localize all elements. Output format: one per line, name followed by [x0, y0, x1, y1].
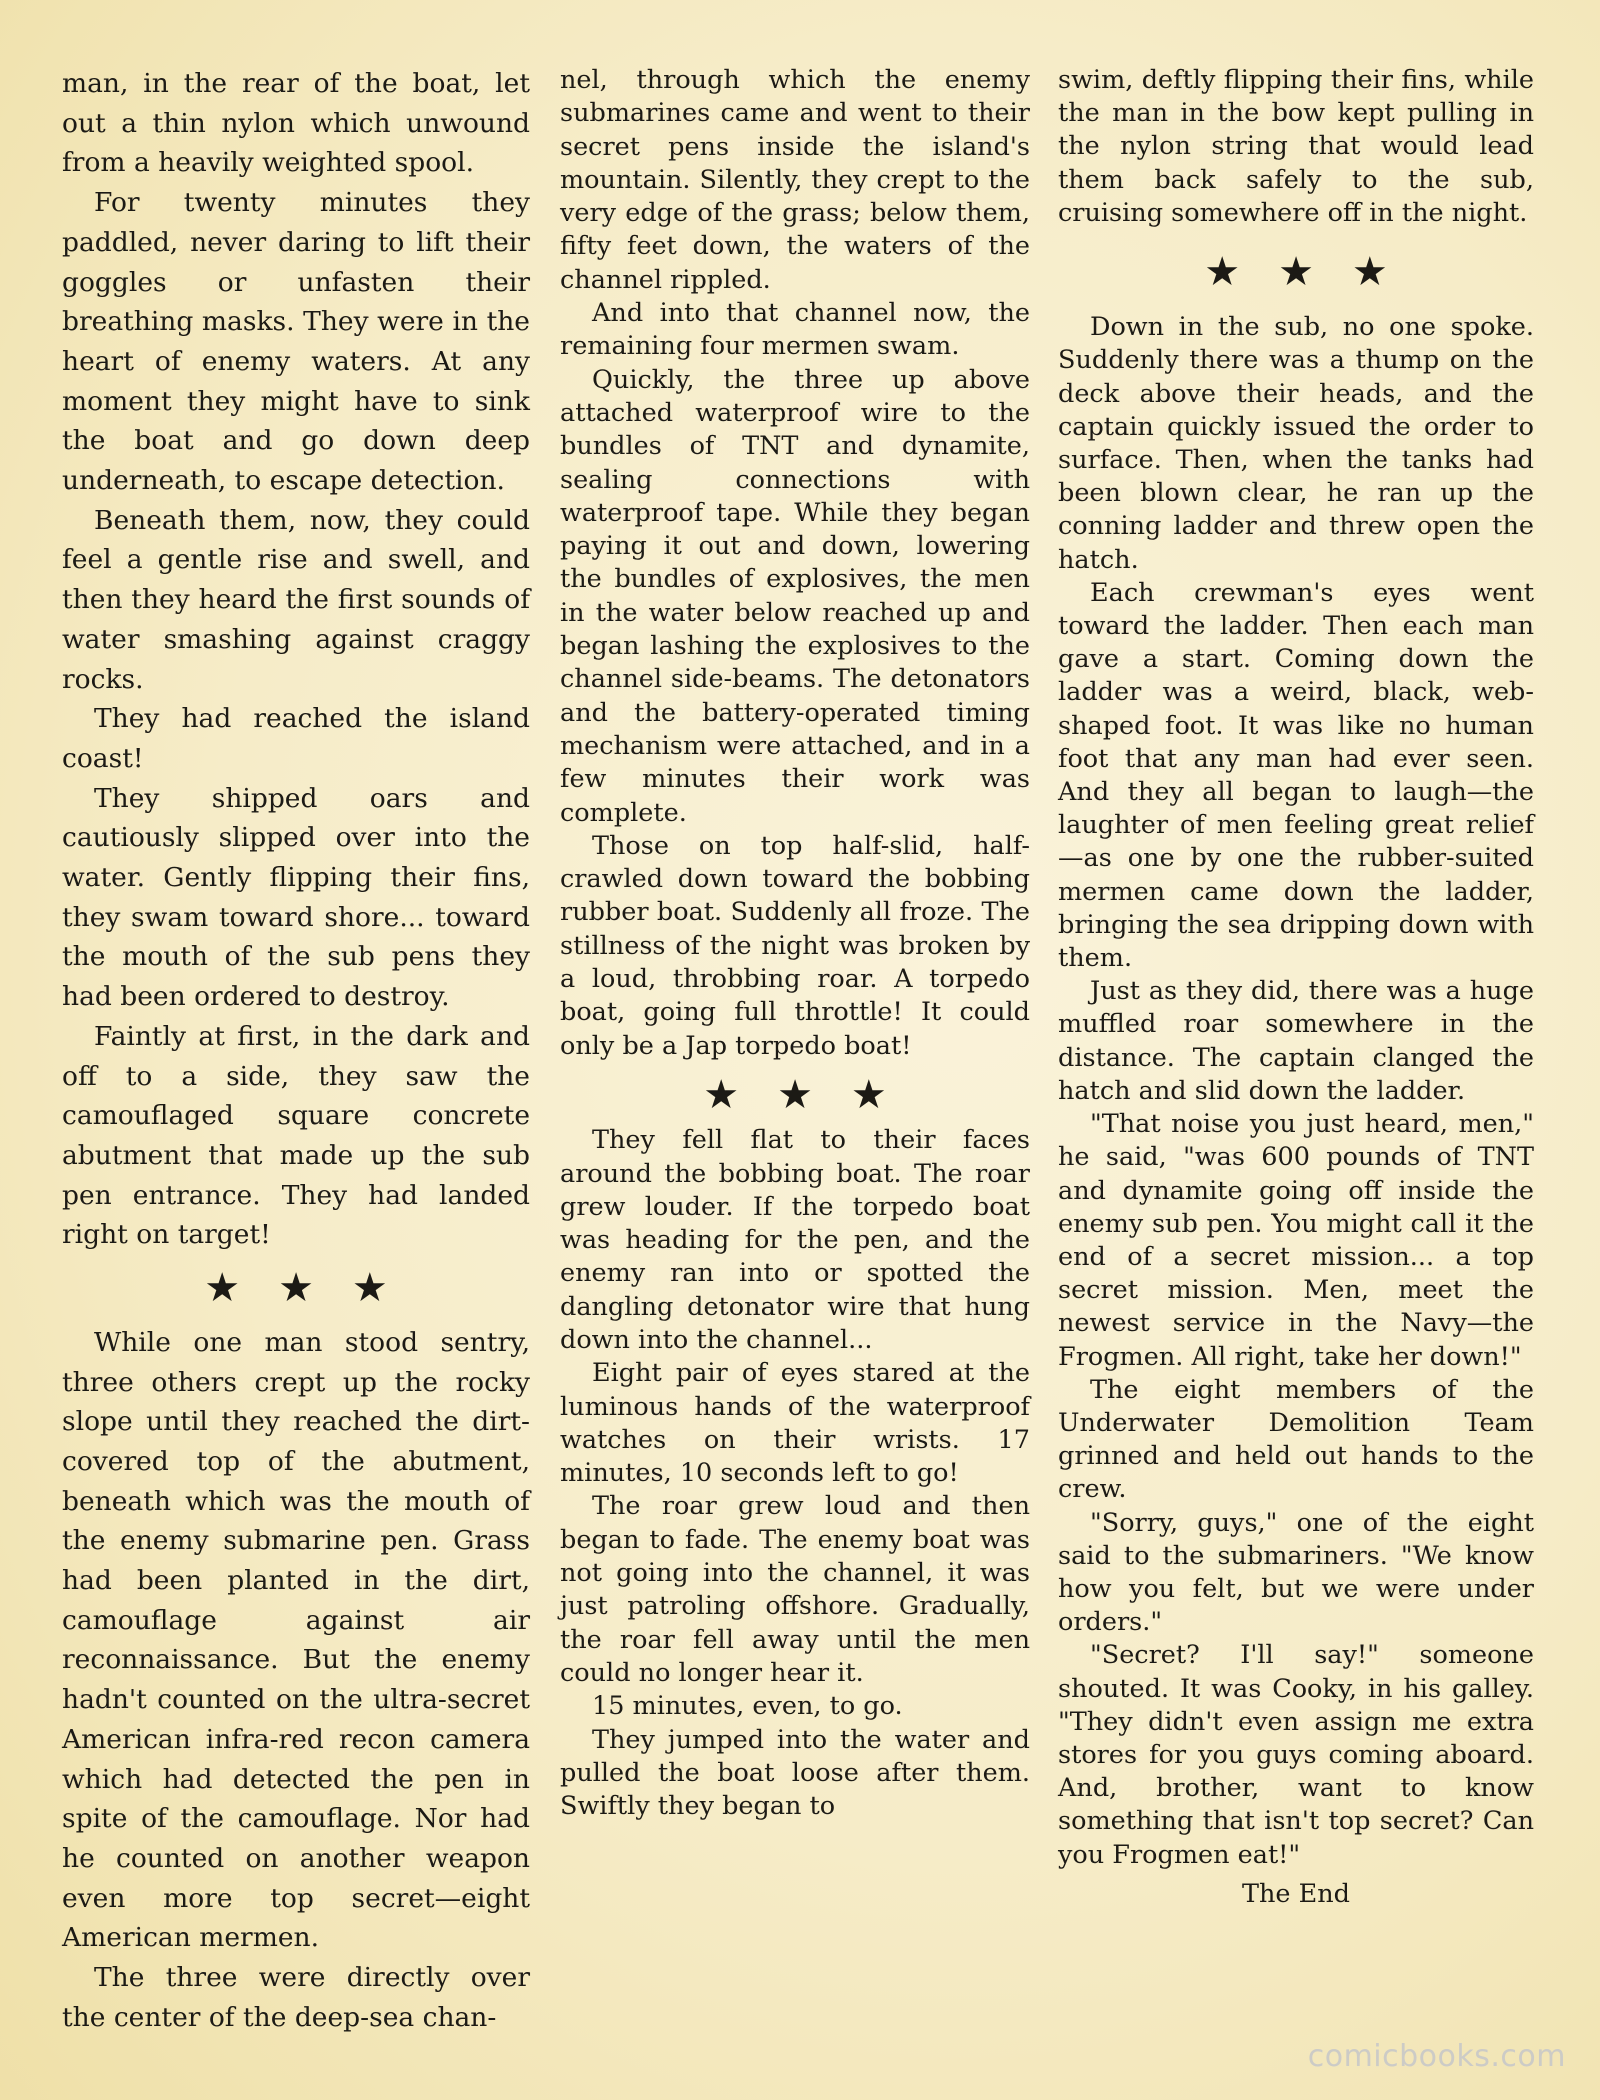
paragraph: Each crewman's eyes went toward the ladder. Then each man gave a start. Coming down the ladder was a weird, black, web-shaped foot. It was like no human foot that any man had ever seen. And they all began to laugh—the laughter of men feeling great relief—as one by one the rubber-suited mermen came down the ladder, bringing the sea dripping down with them.: [1058, 577, 1534, 974]
text-column-1: [62, 64, 530, 2037]
section-break-stars: ★★★: [1204, 249, 1426, 296]
paragraph: They shipped oars and cautiously slipped over into the water. Gently flipping their fins, they swam toward shore... toward the mouth of the sub pens they had been ordered to destroy.: [62, 782, 530, 1013]
paragraph: "That noise you just heard, men," he said, "was 600 pounds of TNT and dynamite going off inside the enemy sub pen. You might call it the end of a secret mission... a top secret mission. Men, meet the newest service in the Navy—the Frogmen. All right, take her down!": [1058, 1109, 1534, 1372]
paragraph: Eight pair of eyes stared at the luminous hands of the waterproof watches on their wrists. 17 minutes, 10 seconds left to go!: [560, 1358, 1030, 1489]
text-column-2: [560, 64, 1030, 1823]
paragraph: The three were directly over the center of the deep-sea chan-: [62, 1962, 530, 2033]
the-end-label: The End: [1242, 1878, 1350, 1909]
paragraph: For twenty minutes they paddled, never daring to lift their goggles or unfasten their breathing masks. They were in the heart of enemy waters. At any moment they might have to sink the boat and go down deep underneath, to escape detection.: [62, 187, 530, 497]
watermark: comicbooks.com: [1307, 2039, 1566, 2074]
paragraph: Down in the sub, no one spoke. Suddenly there was a thump on the deck above their heads, and the captain quickly issued the order to surface. Then, when the tanks had been blown clear, he ran up the conning ladder and threw open the hatch.: [1058, 312, 1534, 575]
paragraph: They fell flat to their faces around the bobbing boat. The roar grew louder. If the torpedo boat was heading for the pen, and the enemy ran into or spotted the dangling detonator wire that hung down into the channel...: [560, 1125, 1030, 1355]
paragraph: They had reached the island coast!: [62, 703, 530, 774]
text-column-3: [1058, 64, 1534, 1911]
paragraph: And into that channel now, the remaining four mermen swam.: [560, 298, 1030, 362]
paragraph: The roar grew loud and then began to fade. The enemy boat was not going into the channel, it was just patroling offshore. Gradually, the roar fell away until the men could no longer hear it.: [560, 1491, 1030, 1688]
paragraph: Those on top half-slid, half-crawled down toward the bobbing rubber boat. Suddenly all froze. The stillness of the night was broken by a loud, throbbing roar. A torpedo boat, going full throttle! It could only be a Jap torpedo boat!: [560, 830, 1030, 1061]
paragraph: nel, through which the enemy submarines came and went to their secret pens inside the island's mountain. Silently, they crept to the very edge of the grass; below them, fifty feet down, the waters of the channel rippled.: [560, 65, 1030, 295]
paragraph: man, in the rear of the boat, let out a thin nylon which unwound from a heavily weighted spool.: [62, 68, 530, 179]
paragraph: Beneath them, now, they could feel a gentle rise and swell, and then they heard the first sounds of water smashing against craggy rocks.: [62, 504, 530, 695]
paragraph: swim, deftly flipping their fins, while the man in the bow kept pulling in the nylon string that would lead them back safely to the sub, cruising somewhere off in the night.: [1058, 65, 1534, 228]
paragraph: 15 minutes, even, to go.: [592, 1691, 903, 1722]
paragraph: Faintly at first, in the dark and off to a side, they saw the camouflaged square concrete abutment that made up the sub pen entrance. They had landed right on target!: [62, 1020, 530, 1251]
paragraph: "Sorry, guys," one of the eight said to the submariners. "We know how you felt, but we were under orders.": [1058, 1507, 1534, 1638]
paragraph: The eight members of the Underwater Demolition Team grinned and held out hands to the crew.: [1058, 1374, 1534, 1505]
paragraph: "Secret? I'll say!" someone shouted. It was Cooky, in his galley. "They didn't even assign me extra stores for you guys coming aboard. And, brother, want to know something that isn't top secret? Can you Frogmen eat!": [1058, 1640, 1534, 1870]
section-break-stars: ★★★: [204, 1265, 426, 1312]
section-break-stars: ★★★: [703, 1071, 925, 1118]
paragraph: Just as they did, there was a huge muffled roar somewhere in the distance. The captain clanged the hatch and slid down the ladder.: [1058, 976, 1534, 1106]
paragraph: Quickly, the three up above attached waterproof wire to the bundles of TNT and dynamite, sealing connections with waterproof tape. While they began paying it out and down, lowering the bundles of explosives, the men in the water below reached up and began lashing the explosives to the channel side-beams. The detonators and the battery-operated timing mechanism were attached, and in a few minutes their work was complete.: [560, 364, 1030, 828]
paragraph: They jumped into the water and pulled the boat loose after them. Swiftly they began to: [560, 1724, 1030, 1822]
paragraph: While one man stood sentry, three others crept up the rocky slope until they reached the dirt-covered top of the abutment, beneath which was the mouth of the enemy submarine pen. Grass had been planted in the dirt, camouflage against air reconnaissance. But the enemy hadn't counted on the ultra-secret American infra-red recon camera which had detected the pen in spite of the camouflage. Nor had he counted on another weapon even more top secret—eight American mermen.: [62, 1326, 530, 1954]
